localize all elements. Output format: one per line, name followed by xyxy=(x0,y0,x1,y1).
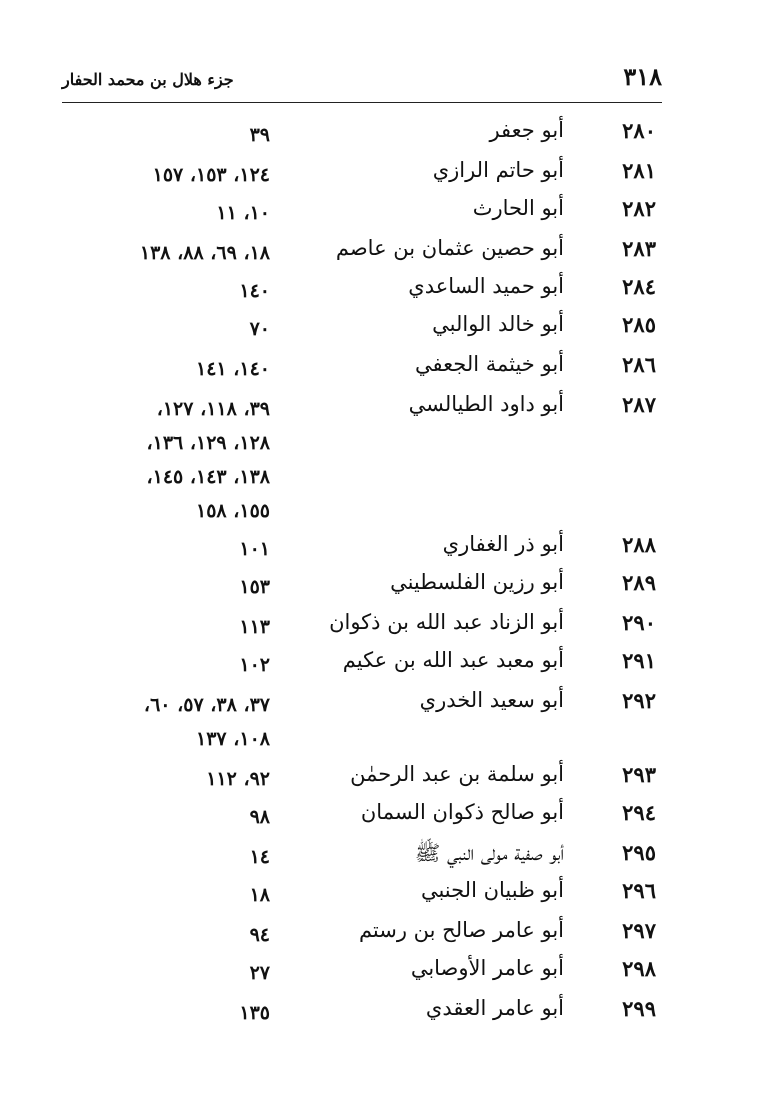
index-entry xyxy=(0,800,764,838)
index-entry xyxy=(0,648,764,686)
index-entry xyxy=(0,878,764,916)
reference-line: ٣٩ xyxy=(249,124,270,146)
reference-line: ١٣٨، ١٤٣، ١٤٥، xyxy=(146,466,270,488)
reference-line: ١١٣ xyxy=(239,616,270,638)
entry-number: ٢٩٤ xyxy=(622,800,656,825)
reference-line: ٣٧، ٣٨، ٥٧، ٦٠، xyxy=(143,694,270,716)
entry-number: ٢٩٦ xyxy=(622,878,656,903)
entry-number: ٢٨٩ xyxy=(622,570,656,595)
reference-line: ١٠٢ xyxy=(239,654,270,676)
index-entry xyxy=(0,610,764,648)
index-entry xyxy=(0,274,764,312)
entry-name: أبو حميد الساعدي xyxy=(408,274,564,298)
reference-line: ٣٩، ١١٨، ١٢٧، xyxy=(156,398,270,420)
entry-name: أبو الزناد عبد الله بن ذكوان xyxy=(329,610,564,634)
entry-number: ٢٨٨ xyxy=(622,532,656,557)
index-entry xyxy=(0,158,764,196)
entry-references xyxy=(60,352,270,386)
reference-line: ١٥٣ xyxy=(239,576,270,598)
entry-references xyxy=(60,840,270,874)
entry-number: ٢٩٣ xyxy=(622,762,656,787)
index-entry xyxy=(0,392,764,522)
reference-line: ١٠١ xyxy=(239,538,270,560)
entry-references xyxy=(60,118,270,152)
entry-number: ٢٨٧ xyxy=(622,392,656,417)
page-number: ٣١٨ xyxy=(623,62,662,91)
index-entry xyxy=(0,840,764,878)
entry-number: ٢٩٢ xyxy=(622,688,656,713)
reference-line: ١٢٤، ١٥٣، ١٥٧ xyxy=(152,164,270,186)
entry-name: أبو ذر الغفاري xyxy=(442,532,564,556)
index-entry xyxy=(0,570,764,608)
reference-line: ١٨ xyxy=(249,884,270,906)
entry-number: ٢٨٦ xyxy=(622,352,656,377)
entry-number: ٢٨٠ xyxy=(622,118,656,143)
reference-line: ١٤٠ xyxy=(239,280,270,302)
entry-name: أبو رزين الفلسطيني xyxy=(390,570,564,594)
reference-line: ١٠٨، ١٣٧ xyxy=(196,728,270,750)
entry-name: أبو سلمة بن عبد الرحمٰن xyxy=(350,762,564,786)
entry-name: أبو الحارث xyxy=(472,196,564,220)
reference-line: ١٣٥ xyxy=(239,1002,270,1024)
index-entry xyxy=(0,688,764,750)
entry-number: ٢٩١ xyxy=(622,648,656,673)
entry-references xyxy=(60,196,270,230)
entry-name: أبو ظبيان الجنبي xyxy=(420,878,564,902)
entry-references xyxy=(60,996,270,1030)
entry-name: أبو داود الطيالسي xyxy=(408,392,564,416)
index-entry xyxy=(0,118,764,156)
entry-number: ٢٨١ xyxy=(622,158,656,183)
entry-number: ٢٩٠ xyxy=(622,610,656,635)
reference-line: ٩٤ xyxy=(249,924,270,946)
entry-references xyxy=(60,688,270,756)
index-entry xyxy=(0,196,764,234)
entry-name: أبو خالد الوالبي xyxy=(432,312,564,336)
entry-number: ٢٨٥ xyxy=(622,312,656,337)
entry-name: أبو صفية مولى النبي ﷺ xyxy=(414,841,564,865)
entry-name: أبو حصين عثمان بن عاصم xyxy=(335,236,564,260)
index-entry xyxy=(0,312,764,350)
entry-name: أبو عامر العقدي xyxy=(425,996,564,1020)
book-title: جزء هلال بن محمد الحفار xyxy=(62,70,234,89)
index-entry xyxy=(0,918,764,956)
index-entry xyxy=(0,996,764,1034)
entry-references xyxy=(60,274,270,308)
entry-references xyxy=(60,312,270,346)
entry-references xyxy=(60,762,270,796)
reference-line: ١٢٨، ١٢٩، ١٣٦، xyxy=(146,432,270,454)
entry-number: ٢٩٩ xyxy=(622,996,656,1021)
entry-number: ٢٩٧ xyxy=(622,918,656,943)
index-entry xyxy=(0,352,764,390)
entry-number: ٢٩٨ xyxy=(622,956,656,981)
entry-references xyxy=(60,532,270,566)
entry-number: ٢٨٣ xyxy=(622,236,656,261)
entry-number: ٢٨٢ xyxy=(622,196,656,221)
entry-name: أبو عامر الأوصابي xyxy=(410,956,564,980)
index-entry xyxy=(0,956,764,994)
entry-name: أبو صالح ذكوان السمان xyxy=(360,800,564,824)
entry-references xyxy=(60,610,270,644)
reference-line: ٧٠ xyxy=(249,318,270,340)
entry-references xyxy=(60,158,270,192)
entry-name: أبو خيثمة الجعفي xyxy=(415,352,564,376)
entry-number: ٢٩٥ xyxy=(622,840,656,865)
index-entry xyxy=(0,762,764,800)
entry-references xyxy=(60,956,270,990)
entry-references xyxy=(60,570,270,604)
entry-name: أبو جعفر xyxy=(489,118,564,142)
entry-references xyxy=(60,648,270,682)
reference-line: ١٤٠، ١٤١ xyxy=(196,358,270,380)
entry-name: أبو عامر صالح بن رستم xyxy=(358,918,564,942)
entry-references xyxy=(60,392,270,528)
entry-references xyxy=(60,800,270,834)
reference-line: ١٠، ١١ xyxy=(216,202,270,224)
reference-line: ٩٢، ١١٢ xyxy=(206,768,270,790)
entry-references xyxy=(60,918,270,952)
index-entry xyxy=(0,532,764,570)
reference-line: ١٤ xyxy=(249,846,270,868)
entry-name: أبو معبد عبد الله بن عكيم xyxy=(342,648,564,672)
entry-references xyxy=(60,878,270,912)
entry-number: ٢٨٤ xyxy=(622,274,656,299)
index-entry xyxy=(0,236,764,274)
reference-line: ٢٧ xyxy=(249,962,270,984)
entry-name: أبو حاتم الرازي xyxy=(432,158,564,182)
entry-references xyxy=(60,236,270,270)
entry-name: أبو سعيد الخدري xyxy=(419,688,564,712)
reference-line: ٩٨ xyxy=(249,806,270,828)
reference-line: ١٥٥، ١٥٨ xyxy=(196,500,270,522)
reference-line: ١٨، ٦٩، ٨٨، ١٣٨ xyxy=(139,242,270,264)
